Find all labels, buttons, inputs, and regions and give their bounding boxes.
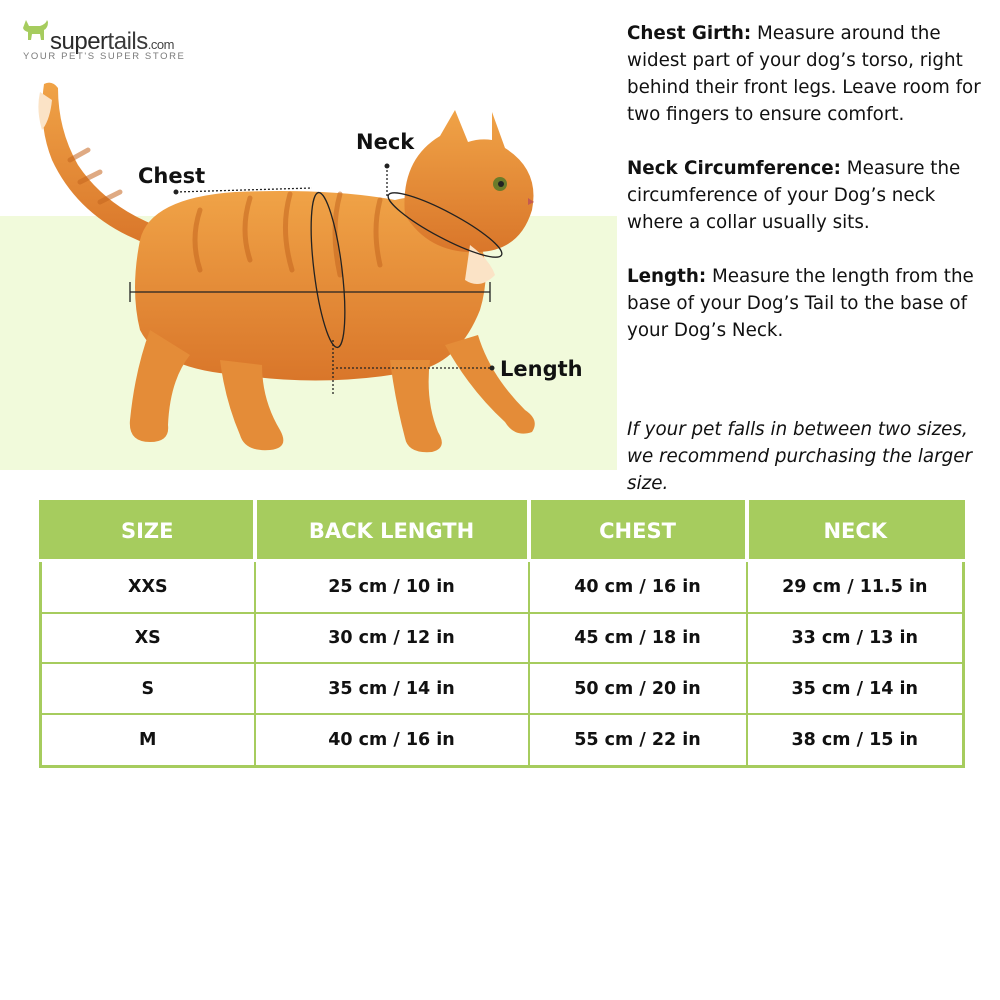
chest-term: Chest Girth:: [627, 23, 752, 44]
length-instruction: [627, 263, 992, 344]
cat-icon: [38, 83, 534, 453]
size-cell: XS: [41, 613, 255, 664]
size-cell: S: [41, 663, 255, 714]
chest-instruction: [627, 20, 992, 128]
dog-logo-icon: [20, 14, 50, 44]
neck-cell: 33 cm / 13 in: [747, 613, 964, 664]
brand-tagline: YOUR PET'S SUPER STORE: [23, 51, 186, 62]
back-length-cell: 40 cm / 16 in: [255, 714, 529, 766]
header-chest: CHEST: [529, 502, 747, 561]
back-length-cell: 35 cm / 14 in: [255, 663, 529, 714]
length-text: Measure the length from the base of your Dog’s Tail to the base of your Dog’s Neck.: [627, 266, 974, 341]
table-header-row: [41, 502, 964, 561]
supertails-logo[interactable]: [20, 14, 220, 64]
length-term: Length:: [627, 266, 707, 287]
neck-text: Measure the circumference of your Dog’s neck where a collar usually sits.: [627, 158, 961, 233]
table-row: [41, 561, 964, 613]
table-row: [41, 613, 964, 664]
chest-cell: 45 cm / 18 in: [529, 613, 747, 664]
size-note: If your pet falls in between two sizes, we recommend purchasing the larger size.: [627, 419, 973, 494]
measurement-instructions: [627, 20, 992, 371]
neck-cell: 38 cm / 15 in: [747, 714, 964, 766]
header-size: SIZE: [41, 502, 255, 561]
neck-cell: 29 cm / 11.5 in: [747, 561, 964, 613]
chest-cell: 40 cm / 16 in: [529, 561, 747, 613]
size-cell: M: [41, 714, 255, 766]
back-length-cell: 30 cm / 12 in: [255, 613, 529, 664]
chest-cell: 55 cm / 22 in: [529, 714, 747, 766]
length-label: Length: [500, 357, 583, 381]
table-row: [41, 663, 964, 714]
cat-measurement-illustration: [0, 70, 617, 470]
header-back-length: BACK LENGTH: [255, 502, 529, 561]
neck-cell: 35 cm / 14 in: [747, 663, 964, 714]
header-neck: NECK: [747, 502, 964, 561]
neck-instruction: [627, 155, 992, 236]
table-row: [41, 714, 964, 766]
brand-name: supertails.com: [50, 28, 174, 55]
chest-cell: 50 cm / 20 in: [529, 663, 747, 714]
back-length-cell: 25 cm / 10 in: [255, 561, 529, 613]
neck-label: Neck: [356, 130, 415, 154]
chest-label: Chest: [138, 164, 206, 188]
neck-term: Neck Circumference:: [627, 158, 841, 179]
size-cell: XXS: [41, 561, 255, 613]
size-chart-table: [39, 500, 965, 768]
chest-text: Measure around the widest part of your dog’s torso, right behind their front legs. Leave room for two fingers to ensure comfort.: [627, 23, 981, 125]
